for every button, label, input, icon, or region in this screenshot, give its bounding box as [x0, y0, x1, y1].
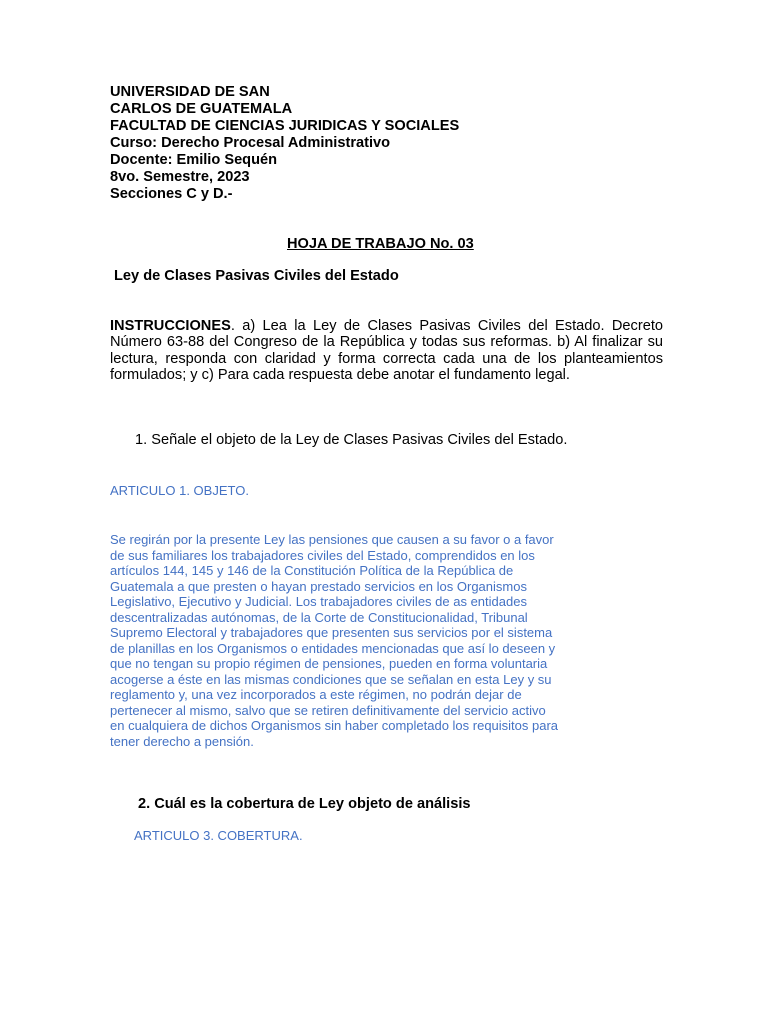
question-1: 1. Señale el objeto de la Ley de Clases Pasivas Civiles del Estado. [135, 432, 568, 448]
article-1-line: de planillas en los Organismos o entidades mencionadas que así lo deseen y [110, 640, 556, 656]
worksheet-title: HOJA DE TRABAJO No. 03 [287, 236, 474, 252]
article-1-line: Legislativo, Ejecutivo y Judicial. Los trabajadores civiles de as entidades [110, 594, 527, 609]
instructions-text: . a) Lea la Ley de Clases Pasivas Civiles del Estado. Decreto Número 63-88 del Congreso de la República y todas sus reformas. b) Al finalizar su lectura, responda con claridad y forma correcta cada una de los planteamientos formulados; y c) Para cada respuesta debe anotar el fundamento legal. [110, 318, 663, 383]
article-1-line: pertenecer al mismo, salvo que se retiren definitivamente del servicio activo [110, 702, 546, 718]
article-1-line: reglamento y, una vez incorporados a este régimen, no podrán dejar de [110, 687, 522, 702]
article-1-line: Se regirán por la presente Ley las pensiones que causen a su favor o a favor [110, 532, 554, 547]
header-line-sections: Secciones C y D.- [110, 186, 233, 202]
header-line-teacher: Docente: Emilio Sequén [110, 152, 278, 168]
article-3-heading: ARTICULO 3. COBERTURA. [134, 828, 303, 843]
article-1-line: artículos 144, 145 y 146 de la Constitución Política de la República de [110, 563, 514, 578]
instructions-paragraph [110, 318, 663, 383]
article-1-line: tener derecho a pensión. [110, 733, 254, 749]
article-1-line: Guatemala a que presten o hayan prestado servicios en los Organismos [110, 578, 527, 594]
article-1-line: de sus familiares los trabajadores civiles del Estado, comprendidos en los [110, 547, 535, 563]
header-line-semester: 8vo. Semestre, 2023 [110, 169, 250, 185]
article-1-line: acogerse a éste en las mismas condiciones que se señalan en esta Ley y su [110, 671, 552, 687]
article-1-line: descentralizadas autónomas, de la Corte de Constitucionalidad, Tribunal [110, 609, 528, 625]
question-2: 2. Cuál es la cobertura de Ley objeto de análisis [138, 796, 471, 812]
article-1-body [110, 532, 605, 749]
header-line-university: UNIVERSIDAD DE SAN [110, 84, 270, 100]
instructions-label: INSTRUCCIONES [110, 318, 231, 334]
article-1-heading: ARTICULO 1. OBJETO. [110, 483, 249, 498]
article-1-line: que no tengan su propio régimen de pensiones, pueden en forma voluntaria [110, 656, 548, 671]
law-title: Ley de Clases Pasivas Civiles del Estado [114, 268, 399, 284]
document-header [110, 84, 459, 203]
article-1-line: Supremo Electoral y trabajadores que presenten sus servicios por el sistema [110, 625, 553, 640]
article-1-line: en cualquiera de dichos Organismos sin haber completado los requisitos para [110, 718, 559, 733]
header-line-faculty: FACULTAD DE CIENCIAS JURIDICAS Y SOCIALES [110, 118, 460, 134]
header-line-course: Curso: Derecho Procesal Administrativo [110, 135, 391, 151]
header-line-university-cont: CARLOS DE GUATEMALA [110, 101, 293, 117]
